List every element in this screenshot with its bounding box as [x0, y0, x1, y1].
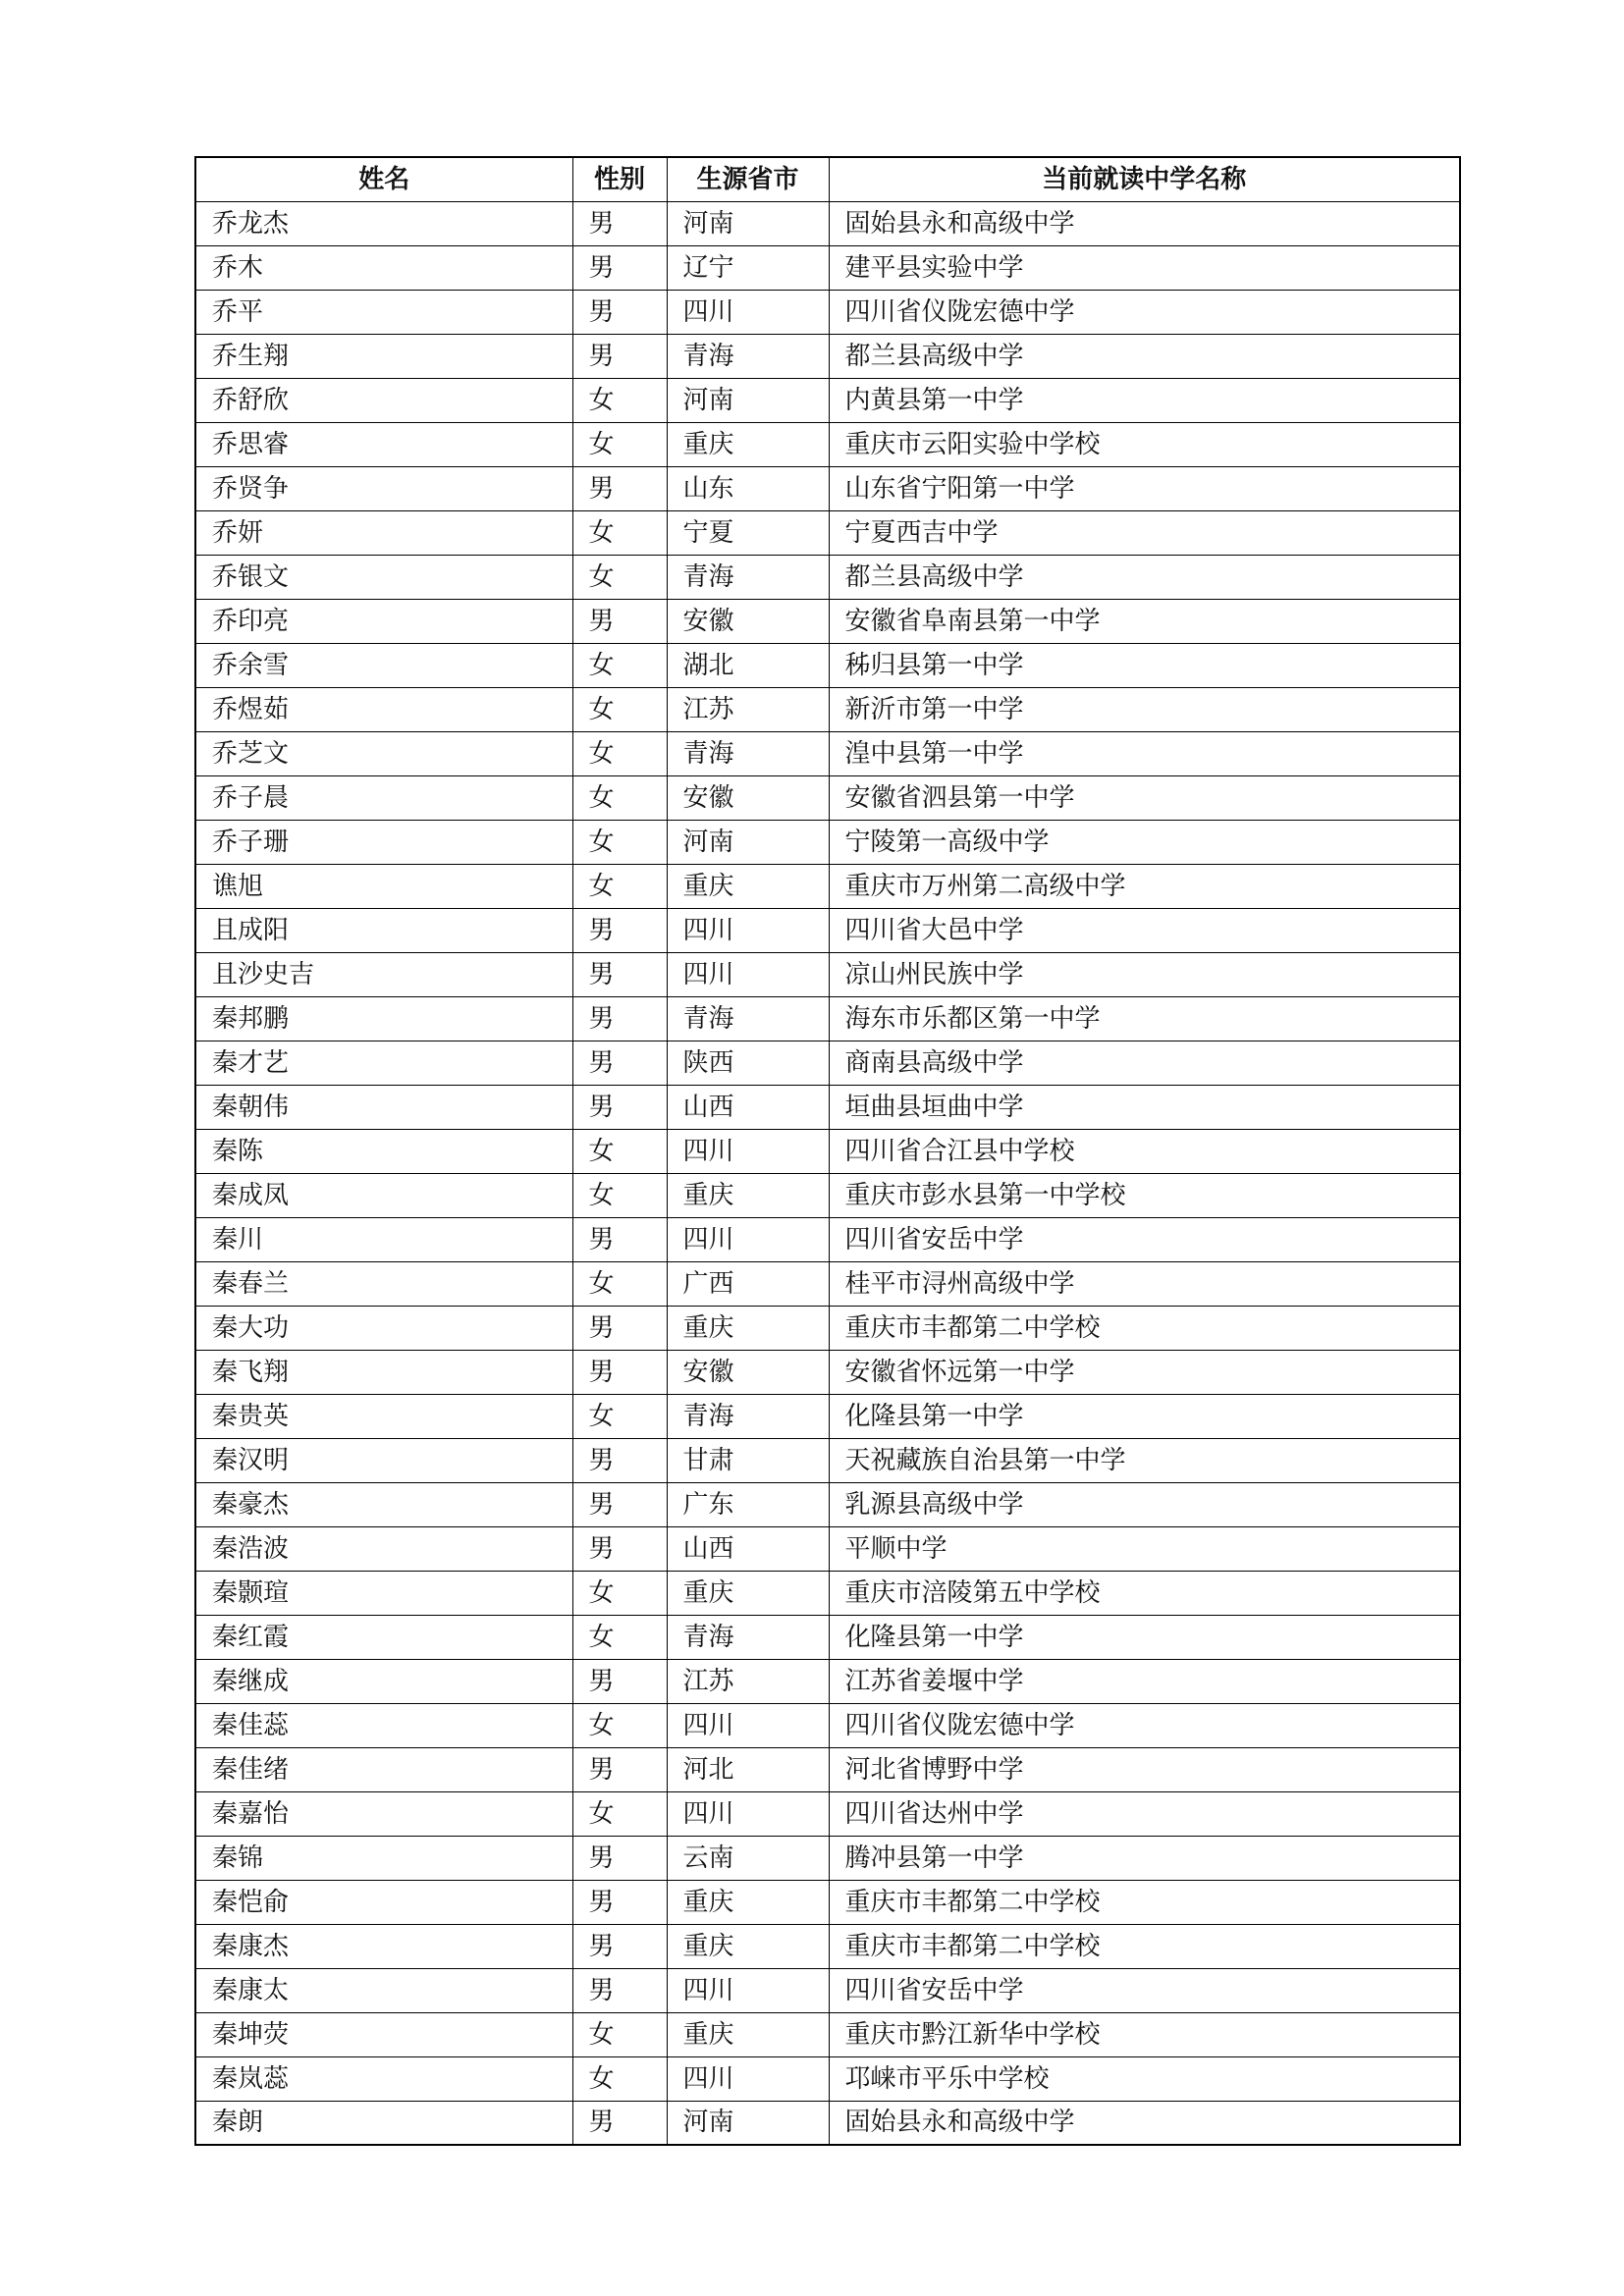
cell-province: 河南: [667, 820, 829, 864]
cell-gender: 男: [572, 952, 667, 996]
cell-gender: 男: [572, 1526, 667, 1571]
cell-gender: 女: [572, 775, 667, 820]
cell-province: 四川: [667, 1217, 829, 1261]
cell-school: 腾冲县第一中学: [829, 1836, 1460, 1880]
cell-province: 广东: [667, 1482, 829, 1526]
cell-province: 安徽: [667, 599, 829, 643]
header-province: 生源省市: [667, 157, 829, 201]
cell-province: 四川: [667, 908, 829, 952]
table-row: [195, 510, 1460, 555]
cell-school: 四川省大邑中学: [829, 908, 1460, 952]
cell-gender: 男: [572, 1350, 667, 1394]
cell-school: 四川省达州中学: [829, 1791, 1460, 1836]
cell-province: 青海: [667, 1615, 829, 1659]
table-row: [195, 1968, 1460, 2012]
cell-gender: 女: [572, 555, 667, 599]
cell-province: 重庆: [667, 1306, 829, 1350]
table-row: [195, 1703, 1460, 1747]
cell-province: 青海: [667, 1394, 829, 1438]
table-row: [195, 1438, 1460, 1482]
cell-school: 化隆县第一中学: [829, 1394, 1460, 1438]
cell-school: 化隆县第一中学: [829, 1615, 1460, 1659]
cell-province: 重庆: [667, 2012, 829, 2056]
cell-name: 乔妍: [195, 510, 572, 555]
table-row: [195, 1526, 1460, 1571]
cell-name: 乔龙杰: [195, 201, 572, 245]
cell-name: 秦陈: [195, 1129, 572, 1173]
cell-school: 江苏省姜堰中学: [829, 1659, 1460, 1703]
table-row: [195, 1791, 1460, 1836]
cell-school: 重庆市丰都第二中学校: [829, 1306, 1460, 1350]
table-row: [195, 599, 1460, 643]
cell-school: 都兰县高级中学: [829, 555, 1460, 599]
cell-gender: 男: [572, 1968, 667, 2012]
cell-name: 秦朗: [195, 2101, 572, 2145]
cell-name: 且沙史吉: [195, 952, 572, 996]
cell-province: 河北: [667, 1747, 829, 1791]
table-row: [195, 1482, 1460, 1526]
cell-gender: 女: [572, 731, 667, 775]
cell-name: 秦锦: [195, 1836, 572, 1880]
cell-name: 秦川: [195, 1217, 572, 1261]
cell-name: 秦岚蕊: [195, 2056, 572, 2101]
cell-province: 山西: [667, 1526, 829, 1571]
cell-school: 四川省仪陇宏德中学: [829, 1703, 1460, 1747]
table-row: [195, 775, 1460, 820]
cell-gender: 男: [572, 245, 667, 290]
cell-school: 河北省博野中学: [829, 1747, 1460, 1791]
cell-gender: 男: [572, 290, 667, 334]
cell-province: 四川: [667, 952, 829, 996]
cell-province: 重庆: [667, 422, 829, 466]
cell-school: 凉山州民族中学: [829, 952, 1460, 996]
table-row: [195, 1350, 1460, 1394]
cell-province: 湖北: [667, 643, 829, 687]
table-row: [195, 731, 1460, 775]
cell-school: 四川省安岳中学: [829, 1217, 1460, 1261]
cell-province: 四川: [667, 290, 829, 334]
cell-school: 邛崃市平乐中学校: [829, 2056, 1460, 2101]
cell-school: 内黄县第一中学: [829, 378, 1460, 422]
table-row: [195, 1615, 1460, 1659]
cell-name: 秦嘉怡: [195, 1791, 572, 1836]
table-row: [195, 555, 1460, 599]
cell-name: 且成阳: [195, 908, 572, 952]
cell-name: 秦红霞: [195, 1615, 572, 1659]
cell-name: 秦坤荧: [195, 2012, 572, 2056]
cell-school: 重庆市云阳实验中学校: [829, 422, 1460, 466]
cell-school: 四川省合江县中学校: [829, 1129, 1460, 1173]
cell-gender: 男: [572, 908, 667, 952]
cell-gender: 女: [572, 1791, 667, 1836]
cell-gender: 男: [572, 1041, 667, 1085]
cell-name: 秦颢瑄: [195, 1571, 572, 1615]
cell-name: 谯旭: [195, 864, 572, 908]
cell-gender: 女: [572, 1615, 667, 1659]
table-row: [195, 1041, 1460, 1085]
cell-name: 秦才艺: [195, 1041, 572, 1085]
cell-school: 重庆市彭水县第一中学校: [829, 1173, 1460, 1217]
cell-gender: 女: [572, 2056, 667, 2101]
cell-province: 四川: [667, 1791, 829, 1836]
cell-school: 四川省仪陇宏德中学: [829, 290, 1460, 334]
cell-name: 乔生翔: [195, 334, 572, 378]
cell-province: 江苏: [667, 1659, 829, 1703]
cell-gender: 男: [572, 1306, 667, 1350]
cell-province: 重庆: [667, 1571, 829, 1615]
cell-province: 甘肃: [667, 1438, 829, 1482]
cell-gender: 男: [572, 996, 667, 1041]
cell-province: 四川: [667, 1968, 829, 2012]
cell-name: 乔平: [195, 290, 572, 334]
cell-name: 乔子晨: [195, 775, 572, 820]
table-row: [195, 996, 1460, 1041]
table-row: [195, 466, 1460, 510]
table-row: [195, 1085, 1460, 1129]
cell-gender: 男: [572, 1482, 667, 1526]
cell-province: 青海: [667, 731, 829, 775]
cell-gender: 女: [572, 1703, 667, 1747]
cell-gender: 女: [572, 1394, 667, 1438]
table-row: [195, 1747, 1460, 1791]
cell-province: 陕西: [667, 1041, 829, 1085]
cell-name: 秦康杰: [195, 1924, 572, 1968]
cell-school: 重庆市丰都第二中学校: [829, 1924, 1460, 1968]
cell-school: 乳源县高级中学: [829, 1482, 1460, 1526]
header-row: [195, 157, 1460, 201]
cell-gender: 男: [572, 1880, 667, 1924]
table-row: [195, 1880, 1460, 1924]
cell-name: 秦继成: [195, 1659, 572, 1703]
cell-province: 四川: [667, 2056, 829, 2101]
table-row: [195, 422, 1460, 466]
table-row: [195, 1836, 1460, 1880]
cell-province: 青海: [667, 996, 829, 1041]
cell-province: 青海: [667, 334, 829, 378]
cell-name: 乔贤争: [195, 466, 572, 510]
cell-name: 乔煜茹: [195, 687, 572, 731]
cell-name: 秦康太: [195, 1968, 572, 2012]
cell-province: 广西: [667, 1261, 829, 1306]
cell-name: 乔芝文: [195, 731, 572, 775]
cell-province: 青海: [667, 555, 829, 599]
cell-gender: 女: [572, 643, 667, 687]
cell-gender: 男: [572, 1924, 667, 1968]
table-row: [195, 1924, 1460, 1968]
cell-name: 秦成凤: [195, 1173, 572, 1217]
cell-gender: 女: [572, 510, 667, 555]
table-row: [195, 334, 1460, 378]
cell-province: 重庆: [667, 864, 829, 908]
cell-school: 安徽省阜南县第一中学: [829, 599, 1460, 643]
cell-province: 四川: [667, 1129, 829, 1173]
table-row: [195, 290, 1460, 334]
table-row: [195, 1306, 1460, 1350]
cell-province: 河南: [667, 201, 829, 245]
cell-name: 乔余雪: [195, 643, 572, 687]
table-row: [195, 908, 1460, 952]
cell-gender: 女: [572, 864, 667, 908]
cell-school: 四川省安岳中学: [829, 1968, 1460, 2012]
cell-school: 海东市乐都区第一中学: [829, 996, 1460, 1041]
cell-school: 商南县高级中学: [829, 1041, 1460, 1085]
cell-gender: 男: [572, 201, 667, 245]
cell-name: 乔印亮: [195, 599, 572, 643]
cell-province: 河南: [667, 2101, 829, 2145]
cell-gender: 女: [572, 1571, 667, 1615]
cell-name: 秦豪杰: [195, 1482, 572, 1526]
cell-name: 秦邦鹏: [195, 996, 572, 1041]
table-row: [195, 1571, 1460, 1615]
cell-gender: 男: [572, 1438, 667, 1482]
cell-name: 乔子珊: [195, 820, 572, 864]
cell-gender: 女: [572, 1129, 667, 1173]
cell-gender: 女: [572, 687, 667, 731]
table-row: [195, 820, 1460, 864]
cell-name: 秦春兰: [195, 1261, 572, 1306]
cell-province: 辽宁: [667, 245, 829, 290]
cell-gender: 男: [572, 1836, 667, 1880]
cell-province: 重庆: [667, 1173, 829, 1217]
cell-name: 秦汉明: [195, 1438, 572, 1482]
cell-school: 宁陵第一高级中学: [829, 820, 1460, 864]
cell-school: 都兰县高级中学: [829, 334, 1460, 378]
cell-school: 山东省宁阳第一中学: [829, 466, 1460, 510]
table-row: [195, 952, 1460, 996]
cell-province: 重庆: [667, 1880, 829, 1924]
cell-school: 秭归县第一中学: [829, 643, 1460, 687]
cell-province: 山西: [667, 1085, 829, 1129]
cell-province: 云南: [667, 1836, 829, 1880]
cell-school: 垣曲县垣曲中学: [829, 1085, 1460, 1129]
cell-name: 秦飞翔: [195, 1350, 572, 1394]
table-body: [195, 201, 1460, 2145]
cell-name: 秦佳蕊: [195, 1703, 572, 1747]
table-row: [195, 1659, 1460, 1703]
cell-gender: 男: [572, 466, 667, 510]
cell-gender: 女: [572, 378, 667, 422]
table-row: [195, 2012, 1460, 2056]
cell-name: 秦恺俞: [195, 1880, 572, 1924]
table-row: [195, 378, 1460, 422]
table-row: [195, 2056, 1460, 2101]
cell-name: 乔木: [195, 245, 572, 290]
cell-gender: 男: [572, 1747, 667, 1791]
cell-gender: 女: [572, 1261, 667, 1306]
cell-name: 秦贵英: [195, 1394, 572, 1438]
cell-school: 重庆市涪陵第五中学校: [829, 1571, 1460, 1615]
table-row: [195, 2101, 1460, 2145]
table-row: [195, 1261, 1460, 1306]
cell-school: 桂平市浔州高级中学: [829, 1261, 1460, 1306]
table-row: [195, 1394, 1460, 1438]
table-row: [195, 245, 1460, 290]
student-roster-table: [194, 156, 1461, 2146]
cell-gender: 男: [572, 599, 667, 643]
cell-gender: 女: [572, 2012, 667, 2056]
cell-school: 固始县永和高级中学: [829, 2101, 1460, 2145]
header-gender: 性别: [572, 157, 667, 201]
table-row: [195, 687, 1460, 731]
table-header: [195, 157, 1460, 201]
cell-gender: 女: [572, 820, 667, 864]
table-row: [195, 1173, 1460, 1217]
table-row: [195, 201, 1460, 245]
cell-province: 四川: [667, 1703, 829, 1747]
cell-name: 秦浩波: [195, 1526, 572, 1571]
cell-name: 秦佳绪: [195, 1747, 572, 1791]
cell-name: 乔思睿: [195, 422, 572, 466]
cell-school: 建平县实验中学: [829, 245, 1460, 290]
cell-province: 河南: [667, 378, 829, 422]
cell-province: 宁夏: [667, 510, 829, 555]
cell-gender: 男: [572, 1217, 667, 1261]
table-row: [195, 1129, 1460, 1173]
cell-gender: 女: [572, 422, 667, 466]
table-row: [195, 864, 1460, 908]
cell-province: 山东: [667, 466, 829, 510]
cell-gender: 男: [572, 334, 667, 378]
cell-province: 重庆: [667, 1924, 829, 1968]
cell-school: 天祝藏族自治县第一中学: [829, 1438, 1460, 1482]
cell-school: 宁夏西吉中学: [829, 510, 1460, 555]
cell-name: 乔舒欣: [195, 378, 572, 422]
cell-name: 乔银文: [195, 555, 572, 599]
cell-gender: 男: [572, 1085, 667, 1129]
header-school: 当前就读中学名称: [829, 157, 1460, 201]
cell-school: 湟中县第一中学: [829, 731, 1460, 775]
cell-school: 安徽省泗县第一中学: [829, 775, 1460, 820]
cell-school: 重庆市万州第二高级中学: [829, 864, 1460, 908]
cell-gender: 女: [572, 1173, 667, 1217]
cell-province: 安徽: [667, 1350, 829, 1394]
cell-province: 安徽: [667, 775, 829, 820]
header-name: 姓名: [195, 157, 572, 201]
cell-school: 新沂市第一中学: [829, 687, 1460, 731]
cell-school: 固始县永和高级中学: [829, 201, 1460, 245]
cell-province: 江苏: [667, 687, 829, 731]
cell-name: 秦大功: [195, 1306, 572, 1350]
cell-name: 秦朝伟: [195, 1085, 572, 1129]
cell-gender: 男: [572, 2101, 667, 2145]
table-row: [195, 643, 1460, 687]
cell-school: 安徽省怀远第一中学: [829, 1350, 1460, 1394]
table-row: [195, 1217, 1460, 1261]
cell-school: 重庆市黔江新华中学校: [829, 2012, 1460, 2056]
cell-school: 重庆市丰都第二中学校: [829, 1880, 1460, 1924]
cell-school: 平顺中学: [829, 1526, 1460, 1571]
cell-gender: 男: [572, 1659, 667, 1703]
